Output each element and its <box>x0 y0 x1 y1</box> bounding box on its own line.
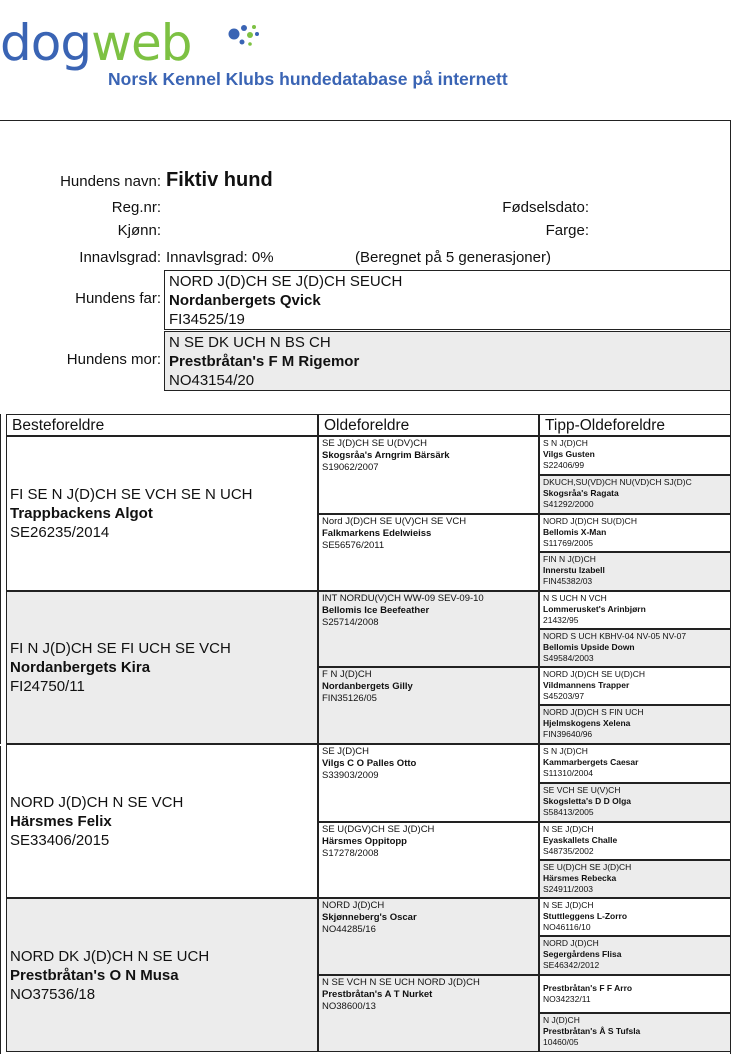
gggp-name: Segergårdens Flisa <box>543 949 622 959</box>
gggp-titles: NORD J(D)CH S FIN UCH <box>543 707 644 717</box>
grandparent-name: Prestbråtan's O N Musa <box>10 966 179 984</box>
ggp-titles: F N J(D)CH <box>322 669 372 680</box>
ggp-titles: N SE VCH N SE UCH NORD J(D)CH <box>322 977 480 988</box>
gggp-name: Härsmes Rebecka <box>543 873 617 883</box>
sex-label: Kjønn: <box>117 222 161 239</box>
header-grandparents: Besteforeldre <box>6 414 318 436</box>
grandparent-cell[interactable] <box>6 898 318 1052</box>
gggp-name: Skogsråa's Ragata <box>543 488 619 498</box>
birthdate-label: Fødselsdato: <box>502 199 589 216</box>
gggp-name: Stuttleggens L-Zorro <box>543 911 628 921</box>
gggp-reg: S11310/2004 <box>543 768 593 778</box>
great-great-grandparent-cell[interactable] <box>539 744 731 783</box>
gggp-titles: NORD J(D)CH SE U(D)CH <box>543 669 645 679</box>
grandparent-cell[interactable] <box>6 591 318 744</box>
grandparent-name: Härsmes Felix <box>10 812 112 830</box>
great-grandparent-cell[interactable] <box>318 898 539 975</box>
great-grandparent-cell[interactable] <box>318 744 539 822</box>
gggp-name: Prestbråtan's F F Arro <box>543 983 633 993</box>
mother-reg: NO43154/20 <box>169 372 255 389</box>
father-side-line <box>0 414 5 744</box>
gggp-titles: NORD S UCH KBHV-04 NV-05 NV-07 <box>543 631 687 641</box>
gggp-titles: NORD J(D)CH SU(D)CH <box>543 516 637 526</box>
ggp-name: Bellomis Ice Beefeather <box>322 605 430 616</box>
great-great-grandparent-cell[interactable] <box>539 436 731 475</box>
grandparent-cell[interactable] <box>6 436 318 591</box>
great-great-grandparent-cell[interactable] <box>539 822 731 860</box>
mother-label: Hundens mor: <box>66 351 161 368</box>
color-label: Farge: <box>545 222 589 239</box>
great-grandparent-cell[interactable] <box>318 667 539 744</box>
header-great-grandparents: Oldeforeldre <box>318 414 539 436</box>
grandparent-reg: NO37536/18 <box>10 985 96 1003</box>
gggp-titles: NORD J(D)CH <box>543 938 599 948</box>
great-grandparent-cell[interactable] <box>318 822 539 898</box>
gggp-reg: FIN45382/03 <box>543 576 593 586</box>
gggp-titles: S N J(D)CH <box>543 746 588 756</box>
gggp-titles: FIN N J(D)CH <box>543 554 596 564</box>
great-great-grandparent-cell[interactable] <box>539 629 731 667</box>
grandparent-name: Trappbackens Algot <box>10 505 153 522</box>
great-grandparent-cell[interactable] <box>318 591 539 667</box>
logo-word-web: web <box>91 14 192 72</box>
ggp-reg: NO44285/16 <box>322 924 376 935</box>
logo-word-dog: dog <box>0 14 92 72</box>
dog-name-label: Hundens navn: <box>60 173 161 190</box>
ggp-titles: NORD J(D)CH <box>322 900 385 911</box>
gggp-name: Prestbråtan's Å S Tufsla <box>543 1026 641 1036</box>
great-great-grandparent-cell[interactable] <box>539 705 731 744</box>
gggp-titles: DKUCH,SU(VD)CH NU(VD)CH SJ(D)C <box>543 477 692 487</box>
gggp-reg: S45203/97 <box>543 691 585 701</box>
great-grandparent-cell[interactable] <box>318 975 539 1052</box>
grandparent-titles: NORD J(D)CH N SE VCH <box>10 793 184 811</box>
great-great-grandparent-cell[interactable] <box>539 898 731 936</box>
ggp-reg: FIN35126/05 <box>322 693 377 704</box>
ggp-reg: S33903/2009 <box>322 770 379 781</box>
inbreeding-value: Innavlsgrad: 0% <box>166 249 274 266</box>
logo-tagline: Norsk Kennel Klubs hundedatabase på internett <box>108 69 508 89</box>
great-great-grandparent-cell[interactable] <box>539 552 731 591</box>
great-great-grandparent-cell[interactable] <box>539 936 731 975</box>
gggp-titles: SE VCH SE U(V)CH <box>543 785 621 795</box>
grandparent-name: Nordanbergets Kira <box>10 659 151 676</box>
great-great-grandparent-cell[interactable] <box>539 1013 731 1052</box>
ggp-name: Prestbråtan's A T Nurket <box>322 989 433 1000</box>
dog-name: Fiktiv hund <box>166 169 273 191</box>
inbreeding-label: Innavlsgrad: <box>79 249 161 266</box>
grandparent-titles: FI N J(D)CH SE FI UCH SE VCH <box>10 640 231 657</box>
ggp-name: Skjønneberg's Oscar <box>322 912 417 923</box>
great-grandparent-cell[interactable] <box>318 514 539 591</box>
ggp-titles: Nord J(D)CH SE U(V)CH SE VCH <box>322 516 467 527</box>
great-great-grandparent-cell[interactable] <box>539 475 731 514</box>
gggp-reg: 10460/05 <box>543 1037 579 1047</box>
grandparent-cell[interactable] <box>6 744 318 898</box>
gggp-titles: N S UCH N VCH <box>543 593 607 603</box>
gggp-titles: S N J(D)CH <box>543 438 588 448</box>
gggp-reg: S58413/2005 <box>543 807 594 817</box>
gggp-titles: N SE J(D)CH <box>543 900 594 910</box>
gggp-reg: S41292/2000 <box>543 499 594 509</box>
grandparent-titles: NORD DK J(D)CH N SE UCH <box>10 947 210 965</box>
great-grandparent-cell[interactable] <box>318 436 539 514</box>
paw-dots-icon <box>226 22 266 54</box>
mother-titles: N SE DK UCH N BS CH <box>169 334 331 351</box>
great-great-grandparent-cell[interactable] <box>539 591 731 629</box>
ggp-titles: SE J(D)CH SE U(DV)CH <box>322 438 428 449</box>
father-name: Nordanbergets Qvick <box>169 292 321 309</box>
logo-wordmark <box>0 14 191 72</box>
gggp-name: Bellomis Upside Down <box>543 642 635 652</box>
gggp-reg: 21432/95 <box>543 615 579 625</box>
great-great-grandparent-cell[interactable] <box>539 783 731 822</box>
great-great-grandparent-cell[interactable] <box>539 975 731 1013</box>
ggp-reg: S25714/2008 <box>322 617 379 628</box>
ggp-name: Härsmes Oppitopp <box>322 836 407 847</box>
ggp-reg: S17278/2008 <box>322 848 379 859</box>
mother-side-line <box>0 746 5 1054</box>
gggp-reg: NO34232/11 <box>543 994 591 1004</box>
ggp-reg: S19062/2007 <box>322 462 379 473</box>
grandparent-titles: FI SE N J(D)CH SE VCH SE N UCH <box>10 486 253 503</box>
father-label: Hundens far: <box>75 290 161 307</box>
ggp-name: Vilgs C O Palles Otto <box>322 758 417 769</box>
ggp-name: Skogsråa's Arngrim Bärsärk <box>322 450 450 461</box>
ggp-reg: NO38600/13 <box>322 1001 376 1012</box>
father-titles: NORD J(D)CH SE J(D)CH SEUCH <box>169 273 403 290</box>
great-great-grandparent-cell[interactable] <box>539 667 731 705</box>
ggp-titles: INT NORDU(V)CH WW-09 SEV-09-10 <box>322 593 484 604</box>
great-great-grandparent-cell[interactable] <box>539 860 731 898</box>
gggp-name: Skogsletta's D D Olga <box>543 796 631 806</box>
great-great-grandparent-cell[interactable] <box>539 514 731 552</box>
gggp-titles: N J(D)CH <box>543 1015 580 1025</box>
grandparent-reg: FI24750/11 <box>10 678 85 695</box>
grandparent-reg: SE26235/2014 <box>10 524 110 541</box>
gggp-reg: S22406/99 <box>543 460 585 470</box>
header-great-great-grandparents: Tipp-Oldeforeldre <box>539 414 731 436</box>
gggp-reg: S48735/2002 <box>543 846 594 856</box>
father-box[interactable] <box>164 270 731 330</box>
gggp-name: Vildmannens Trapper <box>543 680 630 690</box>
ggp-name: Nordanbergets Gilly <box>322 681 413 692</box>
regnr-label: Reg.nr: <box>111 199 161 216</box>
gggp-name: Hjelmskogens Xelena <box>543 718 631 728</box>
gggp-reg: S11769/2005 <box>543 538 593 548</box>
gggp-name: Lommerusket's Arinbjørn <box>543 604 646 614</box>
inbreeding-note: (Beregnet på 5 generasjoner) <box>355 249 551 266</box>
ggp-reg: SE56576/2011 <box>322 540 385 551</box>
gggp-titles: N SE J(D)CH <box>543 824 594 834</box>
mother-box[interactable] <box>164 331 731 391</box>
ggp-titles: SE U(DGV)CH SE J(D)CH <box>322 824 435 835</box>
gggp-reg: S24911/2003 <box>543 884 593 894</box>
father-reg: FI34525/19 <box>169 311 245 328</box>
ggp-name: Falkmarkens Edelwieiss <box>322 528 432 539</box>
mother-name: Prestbråtan's F M Rigemor <box>169 353 360 370</box>
gggp-reg: SE46342/2012 <box>543 960 600 970</box>
gggp-name: Innerstu Izabell <box>543 565 605 575</box>
gggp-reg: S49584/2003 <box>543 653 594 663</box>
grandparent-reg: SE33406/2015 <box>10 831 110 849</box>
ggp-titles: SE J(D)CH <box>322 746 369 757</box>
gggp-name: Bellomis X-Man <box>543 527 607 537</box>
gggp-titles: SE U(D)CH SE J(D)CH <box>543 862 632 872</box>
gggp-name: Vilgs Gusten <box>543 449 595 459</box>
gggp-name: Eyaskallets Challe <box>543 835 618 845</box>
gggp-reg: FIN39640/96 <box>543 729 593 739</box>
gggp-reg: NO46116/10 <box>543 922 591 932</box>
gggp-name: Kammarbergets Caesar <box>543 757 639 767</box>
dogweb-logo[interactable] <box>0 14 560 94</box>
